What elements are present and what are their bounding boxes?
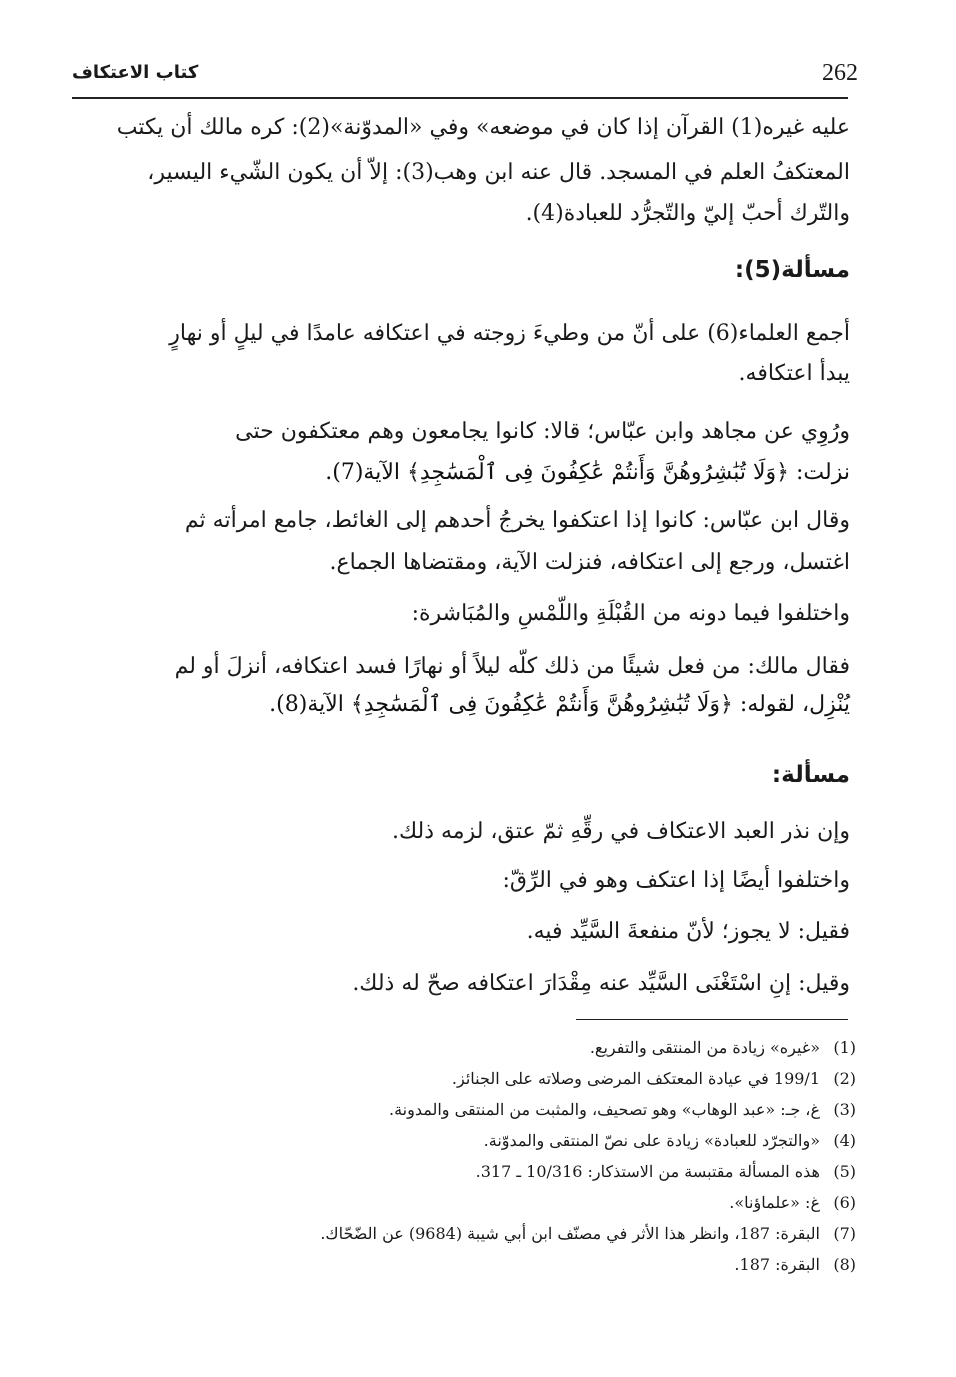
footnote-number: (7): [833, 1224, 856, 1243]
footnote-text: البقرة: 187، وانظر هذا الأثر في مصنّف ابن أبي شيبة (9684) عن الضّحّاك.: [320, 1224, 820, 1243]
footnote-text: 199/1 في عيادة المعتكف المرضى وصلاته على الجنائز.: [451, 1069, 820, 1088]
footnote-number: (4): [833, 1131, 856, 1150]
footnote: [729, 1189, 856, 1217]
footnote: [484, 1127, 856, 1155]
footnote-number: (5): [833, 1162, 856, 1181]
body-line: فقيل: لا يجوز؛ لأنّ منفعةَ السَّيِّد فيه.: [526, 919, 850, 944]
footnote-text: البقرة: 187.: [734, 1255, 820, 1274]
body-line: واختلفوا أيضًا إذا اعتكف وهو في الرِّقّ:: [502, 868, 850, 893]
body-line: وقيل: إنِ اسْتَغْنَى السَّيِّد عنه مِقْدَارَ اعتكافه صحّ له ذلك.: [352, 971, 850, 996]
footnote-number: (2): [833, 1069, 856, 1088]
body-line: يبدأ اعتكافه.: [738, 361, 850, 386]
footnote-number: (3): [833, 1100, 856, 1119]
running-head: كتاب الاعتكاف: [72, 62, 199, 83]
section-heading: مسألة:: [771, 762, 850, 788]
footnote-text: هذه المسألة مقتبسة من الاستذكار: 10/316 ـ 317.: [475, 1162, 820, 1181]
footnote: [590, 1034, 856, 1062]
footnote: [476, 1158, 856, 1186]
footnote-text: غ: «علماؤنا».: [729, 1193, 820, 1212]
footnote-rule: [576, 1019, 848, 1020]
footnote: [452, 1065, 856, 1093]
footnote-number: (1): [833, 1038, 856, 1057]
body-line: فقال مالك: من فعل شيئًا من ذلك كلّه ليلاً أو نهارًا فسد اعتكافه، أنزلَ أو لم: [174, 654, 850, 679]
footnote-text: غ، جـ: «عبد الوهاب» وهو تصحيف، والمثبت من المنتقى والمدونة.: [388, 1100, 820, 1119]
body-line-quran: يُنْزِل، لقوله: ﴿وَلَا تُبَٰشِرُوهُنَّ وَأَنتُمْ عَٰكِفُونَ فِى ٱلْمَسَٰجِدِ﴾ الآية(8).: [269, 692, 850, 717]
body-line-quran: نزلت: ﴿وَلَا تُبَٰشِرُوهُنَّ وَأَنتُمْ عَٰكِفُونَ فِى ٱلْمَسَٰجِدِ﴾ الآية(7).: [325, 460, 850, 485]
footnote-number: (6): [833, 1193, 856, 1212]
body-line: عليه غيره(1) القرآن إذا كان في موضعه» وفي «المدوّنة»(2): كره مالك أن يكتب: [116, 115, 850, 140]
body-line: والتّرك أحبّ إليّ والتّجرُّد للعبادة(4).: [525, 201, 850, 226]
footnote: [734, 1251, 856, 1279]
footnote-text: «غيره» زيادة من المنتقى والتفريع.: [589, 1038, 820, 1057]
body-line: ورُوِي عن مجاهد وابن عبّاس؛ قالا: كانوا يجامعون وهم معتكفون حتى: [235, 419, 850, 444]
body-line: وإن نذر العبد الاعتكاف في رقِّهِ ثمّ عتق، لزمه ذلك.: [391, 819, 850, 844]
footnote-number: (8): [833, 1255, 856, 1274]
footnote: [320, 1220, 856, 1248]
page-number: 262: [822, 60, 858, 86]
body-line: اغتسل، ورجع إلى اعتكافه، فنزلت الآية، ومقتضاها الجماع.: [329, 550, 850, 575]
body-line: وقال ابن عبّاس: كانوا إذا اعتكفوا يخرجُ أحدهم إلى الغائط، جامع امرأته ثم: [184, 508, 850, 533]
body-line: أجمع العلماء(6) على أنّ من وطيءَ زوجته في اعتكافه عامدًا في ليلٍ أو نهارٍ: [169, 321, 850, 346]
body-line: واختلفوا فيما دونه من القُبْلَةِ واللّمْسِ والمُبَاشرة:: [411, 601, 850, 626]
section-heading: مسألة(5):: [734, 257, 850, 283]
header-rule: [72, 97, 848, 99]
footnote: [389, 1096, 856, 1124]
footnote-text: «والتجرّد للعبادة» زيادة على نصّ المنتقى والمدوّنة.: [483, 1131, 820, 1150]
body-line: المعتكفُ العلم في المسجد. قال عنه ابن وهب(3): إلاّ أن يكون الشّيء اليسير،: [147, 160, 850, 185]
